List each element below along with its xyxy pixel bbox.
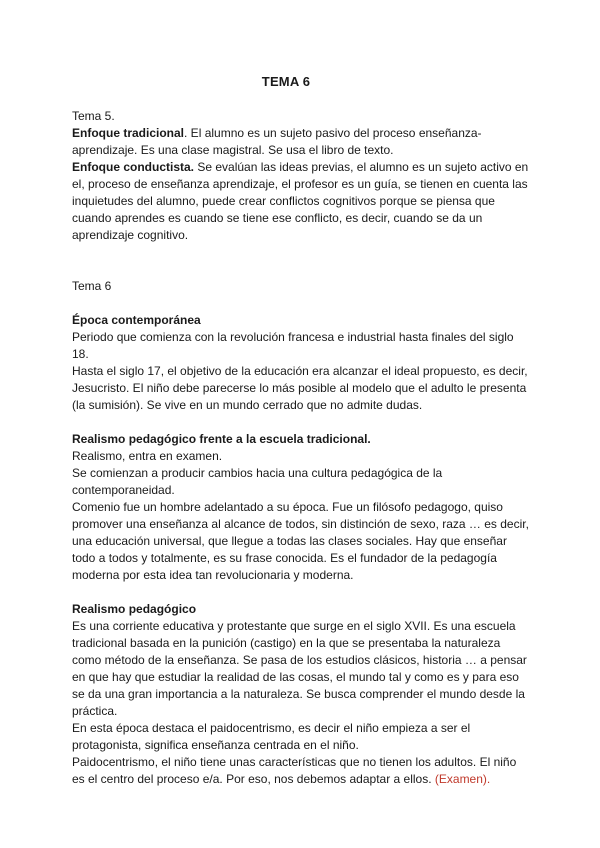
spacer: [72, 295, 532, 312]
text-enfoque-conductista: Se evalúan las ideas previas, el alumno es un sujeto activo en el, proceso de enseñanza aprendizaje, el profesor es un guía, se tienen en cuenta las inquietudes del alumno, puede crear conflictos cognitivos porque se piensa que cuando aprendes es cuando se tiene ese conflicto, es decir, cuando se da un aprendizaje cognitivo.: [72, 160, 529, 242]
term-enfoque-tradicional: Enfoque tradicional: [72, 126, 185, 140]
paragraph-epoca-2: Hasta el siglo 17, el objetivo de la educación era alcanzar el ideal propuesto, es decir, Jesucristo. El niño debe parecerse lo más posible al modelo que el adulto le presenta (la sumisión). Se vive en un mundo cerrado que no admite dudas.: [72, 364, 528, 412]
paragraph-epoca-1: Periodo que comienza con la revolución francesa e industrial hasta finales del siglo 18.: [72, 330, 514, 361]
term-enfoque-conductista: Enfoque conductista.: [72, 160, 195, 174]
heading-realismo-frente: Realismo pedagógico frente a la escuela tradicional.: [72, 432, 371, 446]
spacer: [72, 414, 532, 431]
document-title: TEMA 6: [261, 74, 311, 89]
tema6-label: Tema 6: [72, 279, 112, 293]
text-enfoque-tradicional: . El alumno es un sujeto pasivo del proceso enseñanza-aprendizaje. Es una clase magistral. Se usa el libro de texto.: [72, 126, 482, 157]
heading-realismo-pedagogico: Realismo pedagógico: [72, 602, 197, 616]
document-body: [72, 108, 532, 788]
paragraph-enfoque-conductista: [72, 159, 532, 244]
heading-epoca-contemporanea: Época contemporánea: [72, 313, 201, 327]
text-paidocentrismo: Paidocentrismo, el niño tiene unas características que no tienen los adultos. El niño es el centro del proceso e/a. Por eso, nos debemos adaptar a ellos.: [72, 755, 517, 786]
paragraph-realismo-frente-3: Comenio fue un hombre adelantado a su época. Fue un filósofo pedagogo, quiso promover una enseñanza al alcance de todos, sin distinción de sexo, raza … es decir, una educación universal, que llegue a todas las clases sociales. Hay que enseñar todo a todos y totalmente, es su frase conocida. Es el fundador de la pedagogía moderna por esta idea tan revolucionaria y moderna.: [72, 500, 529, 582]
paragraph-realismo-1: Es una corriente educativa y protestante que surge en el siglo XVII. Es una escuela tradicional basada en la punición (castigo) en la que se presentaba la naturaleza como método de la enseñanza. Se pasa de los estudios clásicos, historia … a pensar en que hay que estudiar la realidad de las cosas, el mundo tal y como es y para eso se da una gran importancia a la naturaleza. Se busca comprender el mundo desde la práctica.: [72, 619, 527, 718]
examen-highlight-period: .: [486, 772, 491, 786]
paragraph-realismo-2: En esta época destaca el paidocentrismo, es decir el niño empieza a ser el protagonista, significa enseñanza centrada en el niño.: [72, 721, 471, 752]
paragraph-enfoque-tradicional: [72, 125, 532, 159]
paragraph-realismo-frente-2: Se comienzan a producir cambios hacia una cultura pedagógica de la contemporaneidad.: [72, 466, 443, 497]
paragraph-realismo-3: [72, 754, 532, 788]
paragraph-realismo-frente-1: Realismo, entra en examen.: [72, 449, 223, 463]
examen-highlight: (Examen): [434, 772, 487, 786]
intro-label: Tema 5.: [72, 109, 115, 123]
spacer: [72, 584, 532, 601]
spacer: [72, 244, 532, 278]
